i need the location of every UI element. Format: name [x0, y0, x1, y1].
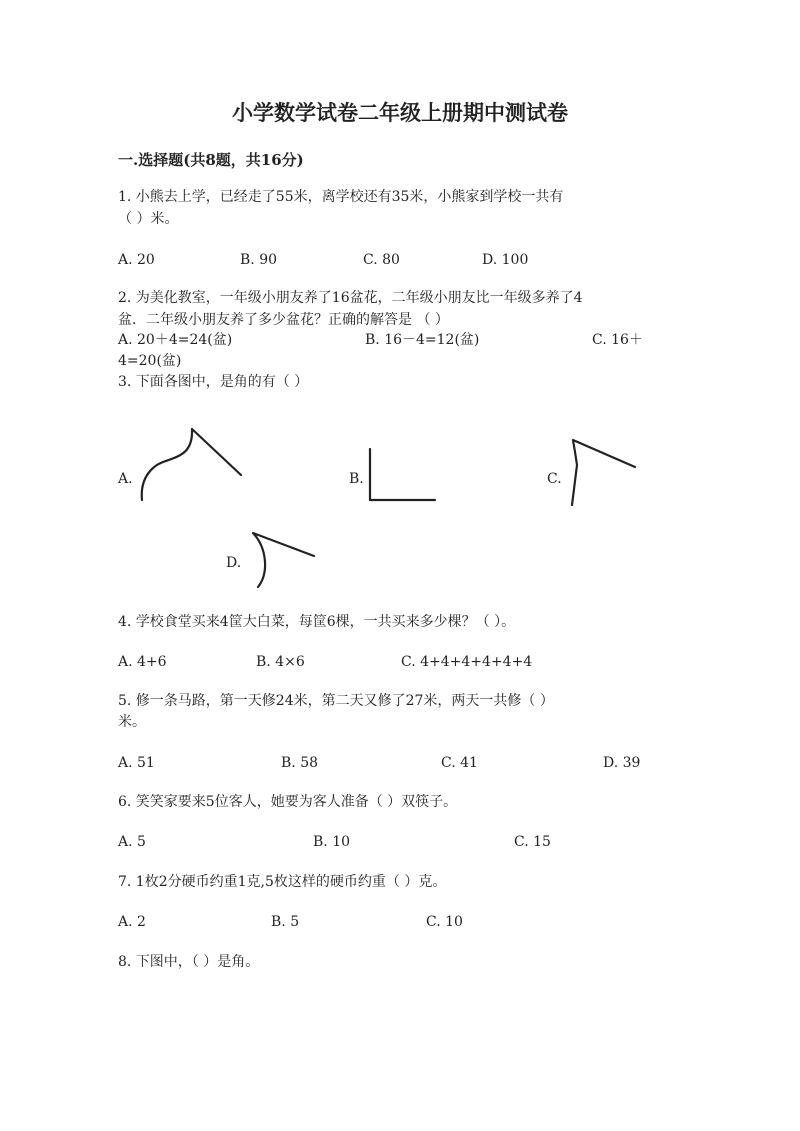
q5-option-d: D. 39: [603, 755, 641, 771]
page-title: 小学数学试卷二年级上册期中测试卷: [232, 100, 568, 125]
q3-figure-b-label: B.: [349, 471, 364, 487]
q5-stem-line2: 米。: [118, 714, 146, 730]
q3-stem: 3. 下面各图中，是角的有（ ）: [118, 374, 309, 390]
q2-stem-line2: 盆．二年级小朋友养了多少盆花？正确的解答是 （ ）: [118, 312, 449, 328]
q6-option-b: B. 10: [313, 834, 351, 850]
q3-figure-a-label: A.: [118, 471, 133, 487]
q3-figure-d-label: D.: [226, 555, 242, 571]
q2-option-a: A. 20＋4=24(盆): [118, 332, 233, 348]
q2-stem-line1: 2. 为美化教室，一年级小朋友养了16盆花，二年级小朋友比一年级多养了4: [118, 290, 583, 306]
q3-figure-a-curved-shape: [135, 425, 250, 505]
q3-figure-c-bent-shape: [565, 435, 645, 510]
q1-option-a: A. 20: [118, 252, 155, 268]
q1-stem-line2: （ ）米。: [118, 211, 179, 227]
q4-stem: 4. 学校食堂买来4筐大白菜，每筐6棵，一共买来多少棵？（ ）。: [118, 614, 516, 630]
q3-figure-b-right-angle: [365, 445, 445, 505]
q7-option-a: A. 2: [118, 914, 146, 930]
q3-figure-d-curve-ray: [245, 528, 325, 593]
section-heading: 一.选择题(共8题，共16分): [118, 151, 304, 169]
q2-option-b: B. 16－4=12(盆): [365, 332, 480, 348]
q5-option-a: A. 51: [118, 755, 155, 771]
q4-option-c: C. 4+4+4+4+4+4: [401, 654, 533, 670]
q3-figure-c-label: C.: [547, 471, 562, 487]
q1-option-b: B. 90: [240, 252, 278, 268]
q2-option-c: C. 16＋: [592, 332, 643, 348]
q8-stem: 8. 下图中，（ ）是角。: [118, 954, 260, 970]
q5-option-c: C. 41: [441, 755, 478, 771]
q5-stem-line1: 5. 修一条马路，第一天修24米，第二天又修了27米，两天一共修（ ）: [118, 693, 554, 709]
q5-option-b: B. 58: [281, 755, 319, 771]
q1-option-c: C. 80: [363, 252, 400, 268]
q4-option-b: B. 4×6: [256, 654, 305, 670]
q4-option-a: A. 4+6: [118, 654, 167, 670]
q6-stem: 6. 笑笑家要来5位客人，她要为客人准备（ ）双筷子。: [118, 794, 458, 810]
q6-option-a: A. 5: [118, 834, 146, 850]
q7-option-b: B. 5: [271, 914, 300, 930]
q1-option-d: D. 100: [482, 252, 529, 268]
q6-option-c: C. 15: [514, 834, 551, 850]
q2-option-c-continued: 4=20(盆): [118, 353, 182, 369]
q1-stem-line1: 1. 小熊去上学，已经走了55米，离学校还有35米，小熊家到学校一共有: [118, 189, 564, 205]
q7-stem: 7. 1枚2分硬币约重1克,5枚这样的硬币约重（ ）克。: [118, 874, 447, 890]
q7-option-c: C. 10: [426, 914, 463, 930]
